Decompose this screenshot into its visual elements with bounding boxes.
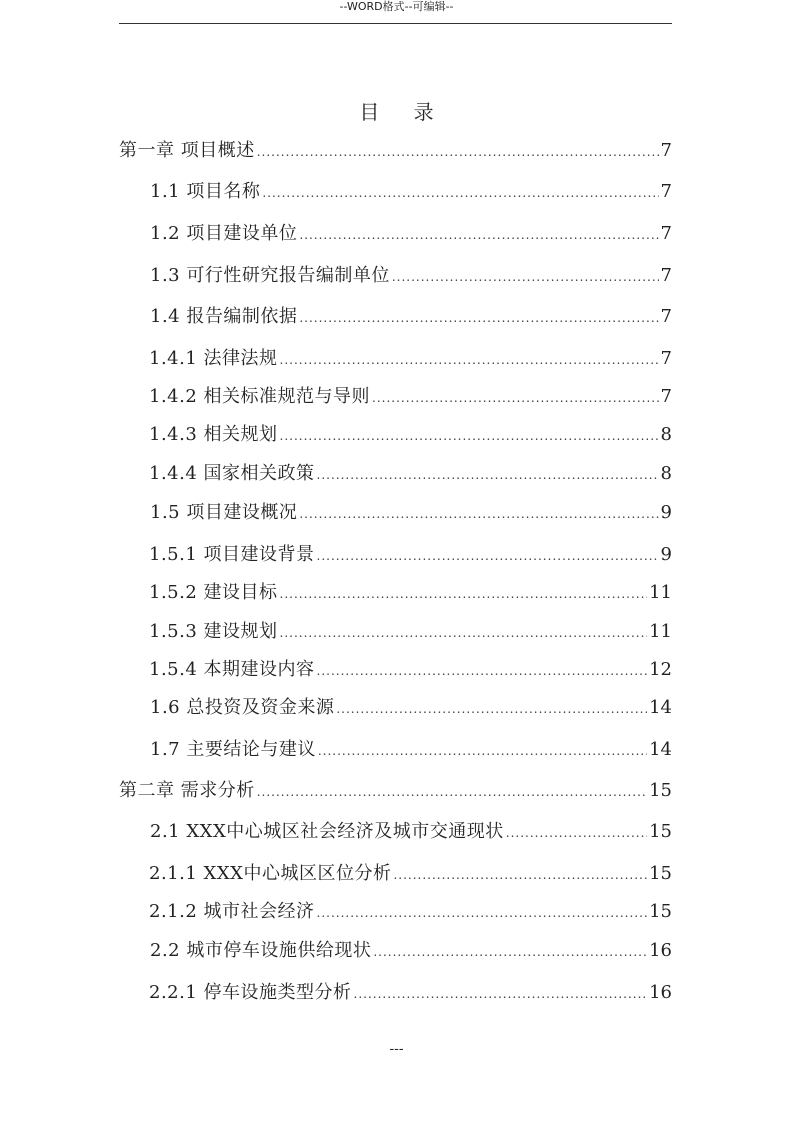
toc-entry-page: 12 [649,659,672,680]
page-header-text: --WORD格式--可编辑-- [339,0,454,13]
header-rule [119,23,672,24]
toc-entry-page: 7 [660,181,672,202]
toc-entry-2-1-1[interactable] [119,859,672,889]
toc-dot-leader [280,579,648,609]
toc-entry-page: 8 [660,463,672,484]
toc-entry-label: 第一章 项目概述 [119,140,255,161]
toc-entry-1-5-3[interactable] [119,617,672,647]
page-footer-text: --- [389,1042,404,1057]
toc-dot-leader [336,694,647,724]
toc-entry-label: 1.3 可行性研究报告编制单位 [150,265,390,286]
toc-dot-leader [299,220,658,250]
toc-entry-page: 14 [649,739,672,760]
toc-entry-label: 1.4.2 相关标准规范与导则 [149,386,371,407]
toc-entry-page: 15 [649,780,672,801]
toc-entry-1-4[interactable] [119,302,672,332]
toc-entry-page: 9 [660,502,672,523]
toc-dot-leader [317,460,659,490]
toc-dot-leader [299,303,658,333]
toc-entry-2-2-1[interactable] [119,978,672,1008]
toc-entry-1-4-1[interactable] [119,344,672,374]
toc-entry-label: 2.2 城市停车设施供给现状 [150,940,372,961]
toc-entry-1-5[interactable] [119,498,672,528]
toc-dot-leader [257,137,659,167]
toc-entry-page: 7 [660,386,672,407]
toc-entry-page: 14 [649,697,672,718]
toc-entry-1-5-4[interactable] [119,655,672,685]
toc-entry-chapter-2[interactable] [119,776,672,806]
toc-entry-label: 1.6 总投资及资金来源 [150,697,335,718]
toc-entry-1-4-4[interactable] [119,459,672,489]
toc-entry-label: 1.4.4 国家相关政策 [149,463,315,484]
toc-dot-leader [280,421,659,451]
toc-entry-label: 1.5.4 本期建设内容 [149,659,315,680]
toc-dot-leader [317,898,648,928]
toc-entry-1-1[interactable] [119,177,672,207]
toc-entry-label: 1.5.2 建设目标 [149,582,278,603]
toc-dot-leader [373,937,647,967]
toc-entry-page: 7 [660,348,672,369]
toc-dot-leader [506,818,647,848]
toc-entry-label: 1.4.3 相关规划 [149,424,278,445]
toc-dot-leader [317,541,659,571]
toc-entry-1-5-1[interactable] [119,540,672,570]
toc-title: 目 录 [359,100,448,124]
toc-entry-label: 1.7 主要结论与建议 [150,739,316,760]
toc-entry-label: 1.5.1 项目建设背景 [149,544,315,565]
toc-entry-label: 1.4.1 法律法规 [149,348,278,369]
toc-dot-leader [299,499,658,529]
toc-entry-1-4-3[interactable] [119,420,672,450]
toc-entry-label: 2.1 XXX中心城区社会经济及城市交通现状 [150,821,504,842]
toc-entry-label: 1.1 项目名称 [150,181,261,202]
toc-entry-page: 11 [649,621,672,642]
toc-entry-label: 2.2.1 停车设施类型分析 [149,982,352,1003]
toc-entry-1-4-2[interactable] [119,382,672,412]
toc-entry-2-1[interactable] [119,817,672,847]
toc-entry-label: 1.5.3 建设规划 [149,621,278,642]
toc-entry-label: 2.1.2 城市社会经济 [149,901,315,922]
toc-entry-1-6[interactable] [119,693,672,723]
toc-entry-2-2[interactable] [119,936,672,966]
toc-entry-label: 1.4 报告编制依据 [150,306,298,327]
toc-dot-leader [392,262,659,292]
toc-dot-leader [372,383,659,413]
toc-entry-page: 7 [660,265,672,286]
toc-dot-leader [318,736,647,766]
toc-entry-1-2[interactable] [119,219,672,249]
toc-entry-chapter-1[interactable] [119,136,672,166]
toc-dot-leader [280,618,648,648]
toc-dot-leader [393,860,647,890]
toc-entry-page: 11 [649,582,672,603]
toc-entry-2-1-2[interactable] [119,897,672,927]
toc-entry-1-3[interactable] [119,261,672,291]
toc-entry-page: 16 [649,940,672,961]
toc-entry-page: 15 [649,901,672,922]
toc-entry-page: 9 [660,544,672,565]
toc-entry-label: 2.1.1 XXX中心城区区位分析 [149,863,392,884]
toc-dot-leader [262,178,658,208]
toc-entry-label: 1.5 项目建设概况 [150,502,298,523]
toc-dot-leader [257,777,647,807]
toc-entry-page: 7 [660,140,672,161]
toc-entry-label: 1.2 项目建设单位 [150,223,298,244]
toc-entry-page: 7 [660,223,672,244]
toc-entry-1-7[interactable] [119,735,672,765]
toc-dot-leader [317,656,648,686]
toc-entry-page: 7 [660,306,672,327]
toc-entry-label: 第二章 需求分析 [119,780,255,801]
toc-entry-page: 16 [649,982,672,1003]
toc-entry-page: 15 [649,863,672,884]
toc-dot-leader [280,345,659,375]
toc-dot-leader [354,979,648,1009]
toc-entry-page: 8 [660,424,672,445]
toc-entry-page: 15 [649,821,672,842]
toc-entry-1-5-2[interactable] [119,578,672,608]
